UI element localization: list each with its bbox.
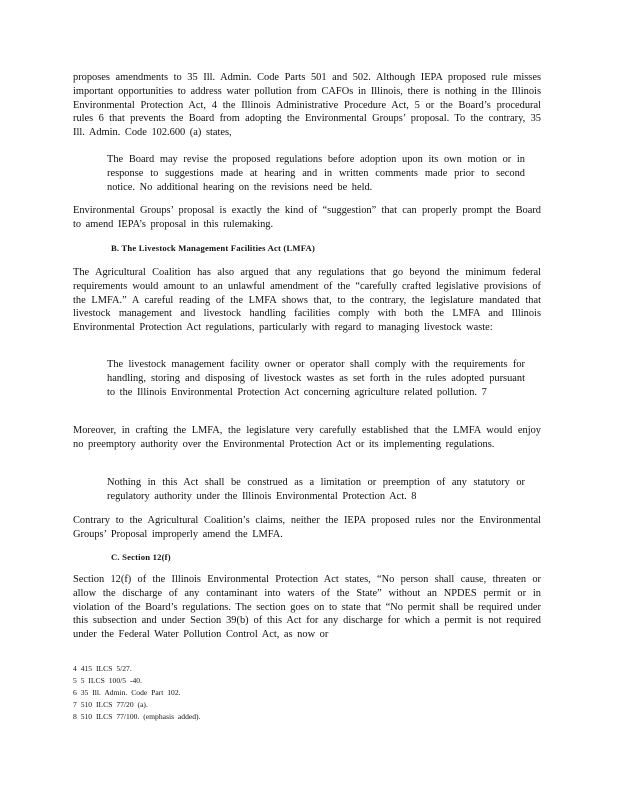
block-quote-lmfa-compliance: The livestock management facility owner or operator shall comply with the requirements for handling, storing and disposing of livestock wastes as set forth in the rules adopted pursuant to the Illinois Environmental Protection Act concerning agriculture related pollution. 7	[107, 359, 525, 398]
footnote-4: 4 415 ILCS 5/27.	[73, 664, 132, 673]
footnote-5: 5 5 ILCS 100/5 -40.	[73, 676, 142, 685]
section-heading-c: C. Section 12(f)	[111, 552, 171, 562]
paragraph-section-12f: Section 12(f) of the Illinois Environmental Protection Act states, “No person shall cause, threaten or allow the discharge of any contaminant into waters of the State” without an NPDES permit or in violation of the Board’s regulations. The section goes on to state that “No permit shall be required under this subsection and under Section 39(b) of this Act for any discharge for which a permit is not required under the Federal Water Pollution Control Act, as now or	[73, 574, 541, 641]
footnote-6: 6 35 Ill. Admin. Code Part 102.	[73, 688, 181, 697]
footnote-8: 8 510 ILCS 77/100. (emphasis added).	[73, 712, 201, 721]
block-quote-no-preemption: Nothing in this Act shall be construed as a limitation or preemption of any statutory or regulatory authority under the Illinois Environmental Protection Act. 8	[107, 477, 525, 502]
section-heading-b: B. The Livestock Management Facilities Act (LMFA)	[111, 243, 316, 253]
block-quote-board-rule: The Board may revise the proposed regulations before adoption upon its own motion or in response to suggestions made at hearing and in written comments made prior to second notice. No additional hearing on the revisions need be held.	[107, 154, 525, 193]
paragraph-agricultural-coalition: The Agricultural Coalition has also argued that any regulations that go beyond the minimum federal requirements would amount to an unlawful amendment of the “carefully crafted legislative provisions of the LMFA.” A careful reading of the LMFA shows that, to the contrary, the legislature mandated that livestock management and livestock handling facilities comply with both the LMFA and Illinois Environmental Protection Act regulations, particularly with regard to managing livestock waste:	[73, 267, 541, 334]
footnote-7: 7 510 ILCS 77/20 (a).	[73, 700, 148, 709]
paragraph-preemption: Moreover, in crafting the LMFA, the legislature very carefully established that the LMFA would enjoy no preemptory authority over the Environmental Protection Act or its implementing regulations.	[73, 425, 541, 450]
paragraph-intro: proposes amendments to 35 Ill. Admin. Code Parts 501 and 502. Although IEPA proposed rule misses important opportunities to address water pollution from CAFOs in Illinois, there is nothing in the Illinois Environmental Protection Act, 4 the Illinois Administrative Procedure Act, 5 or the Board’s procedural rules 6 that prevents the Board from adopting the Environmental Groups’ proposal. To the contrary, 35 Ill. Admin. Code 102.600 (a) states,	[73, 72, 541, 139]
paragraph-contrary: Contrary to the Agricultural Coalition’s claims, neither the IEPA proposed rules nor the Environmental Groups’ Proposal improperly amend the LMFA.	[73, 515, 541, 540]
paragraph-suggestion: Environmental Groups’ proposal is exactly the kind of “suggestion” that can properly prompt the Board to amend IEPA’s proposal in this rulemaking.	[73, 205, 541, 230]
